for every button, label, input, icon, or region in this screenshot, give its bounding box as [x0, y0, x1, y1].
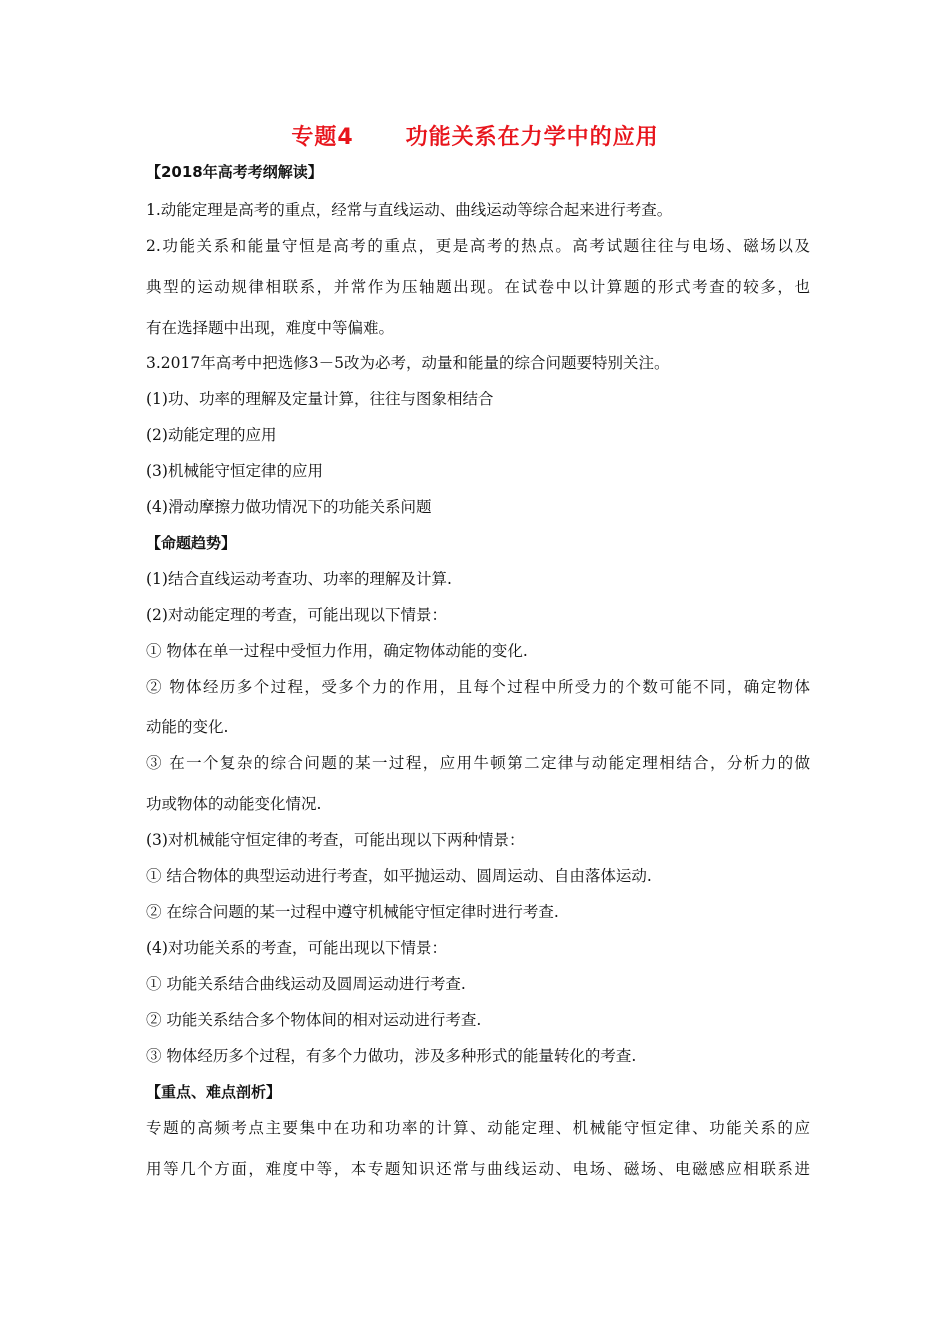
paragraph-line: ③ 物体经历多个过程，有多个力做功，涉及多种形式的能量转化的考查. [146, 1047, 637, 1065]
section-heading-key-points: 【重点、难点剖析】 [146, 1083, 282, 1101]
paragraph-line: 专题的高频考点主要集中在功和功率的计算、动能定理、机械能守恒定律、功能关系的应 [146, 1119, 810, 1137]
paragraph-line: 1.动能定理是高考的重点，经常与直线运动、曲线运动等综合起来进行考查。 [146, 201, 673, 219]
section-heading-exam-outline: 【2018年高考考纲解读】 [146, 163, 323, 181]
paragraph-line: ① 物体在单一过程中受恒力作用，确定物体动能的变化. [146, 642, 528, 660]
paragraph-line: (4)对功能关系的考查，可能出现以下情景： [146, 939, 447, 957]
page-title: 专题4 功能关系在力学中的应用 [291, 125, 659, 150]
paragraph-line: 功或物体的动能变化情况. [146, 795, 322, 813]
paragraph-line: (3)对机械能守恒定律的考查，可能出现以下两种情景： [146, 831, 525, 849]
paragraph-line: (1)功、功率的理解及定量计算，往往与图象相结合 [146, 390, 494, 408]
paragraph-line: ② 物体经历多个过程，受多个力的作用，且每个过程中所受力的个数可能不同，确定物体 [146, 678, 810, 696]
paragraph-line: (3)机械能守恒定律的应用 [146, 462, 323, 480]
paragraph-line: ① 结合物体的典型运动进行考查，如平抛运动、圆周运动、自由落体运动. [146, 867, 652, 885]
paragraph-line: 动能的变化. [146, 718, 229, 736]
paragraph-line: ③ 在一个复杂的综合问题的某一过程，应用牛顿第二定律与动能定理相结合，分析力的做 [146, 754, 810, 772]
paragraph-line: (2)动能定理的应用 [146, 426, 277, 444]
paragraph-line: 3.2017年高考中把选修3－5改为必考，动量和能量的综合问题要特别关注。 [146, 354, 670, 372]
paragraph-line: 2.功能关系和能量守恒是高考的重点，更是高考的热点。高考试题往往与电场、磁场以及 [146, 237, 810, 255]
paragraph-line: (1)结合直线运动考查功、功率的理解及计算. [146, 570, 452, 588]
paragraph-line: 典型的运动规律相联系，并常作为压轴题出现。在试卷中以计算题的形式考查的较多，也 [146, 278, 810, 296]
paragraph-line: 有在选择题中出现，难度中等偏难。 [146, 319, 395, 337]
paragraph-line: ② 在综合问题的某一过程中遵守机械能守恒定律时进行考查. [146, 903, 559, 921]
paragraph-line: (2)对动能定理的考查，可能出现以下情景： [146, 606, 447, 624]
paragraph-line: ② 功能关系结合多个物体间的相对运动进行考查. [146, 1011, 482, 1029]
paragraph-line: 用等几个方面，难度中等，本专题知识还常与曲线运动、电场、磁场、电磁感应相联系进 [146, 1160, 810, 1178]
paragraph-line: (4)滑动摩擦力做功情况下的功能关系问题 [146, 498, 432, 516]
section-heading-trends: 【命题趋势】 [146, 534, 237, 552]
paragraph-line: ① 功能关系结合曲线运动及圆周运动进行考查. [146, 975, 466, 993]
